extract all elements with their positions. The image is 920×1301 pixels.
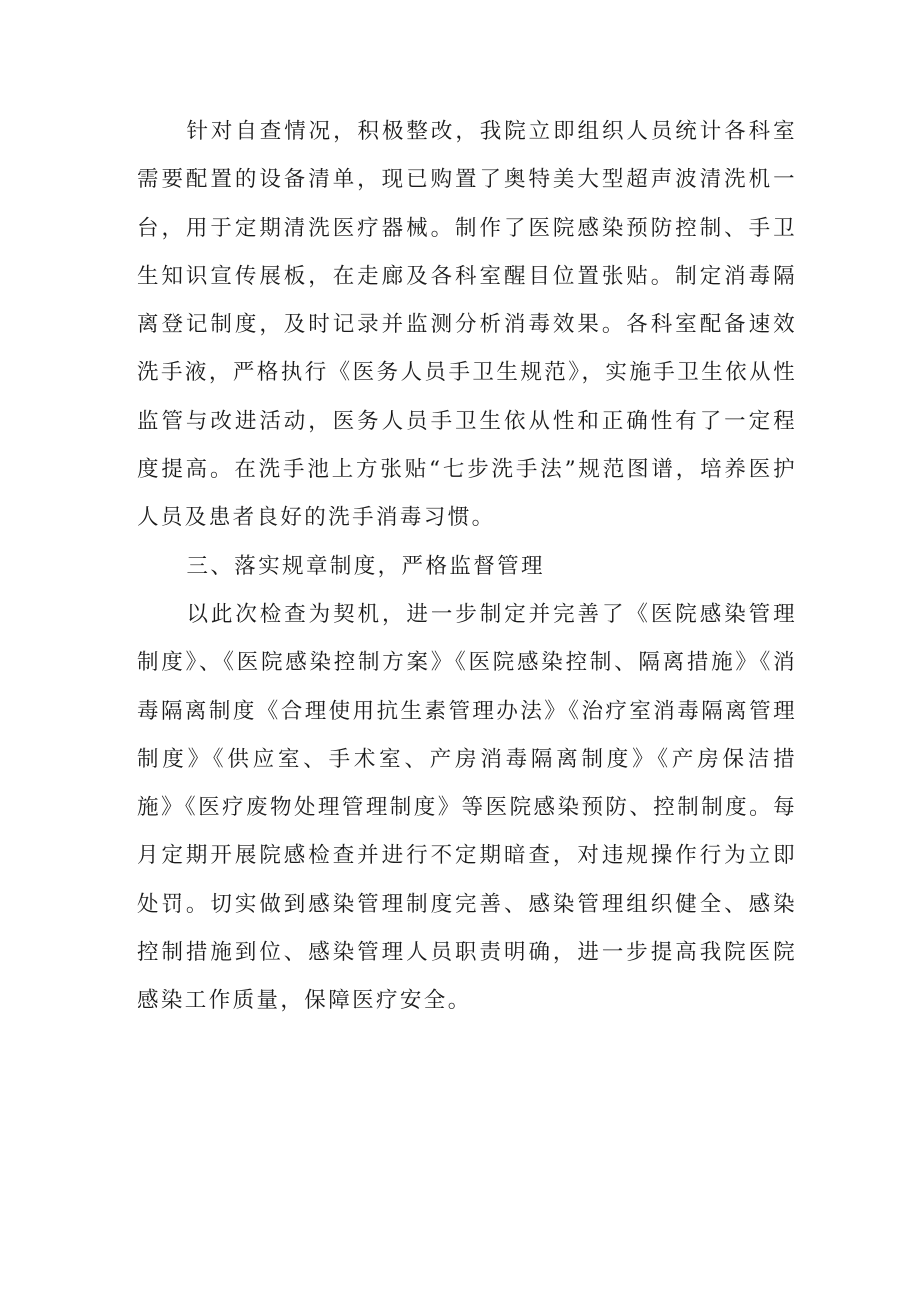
section-heading: 三、落实规章制度，严格监督管理	[186, 553, 545, 579]
paragraph-regulations: 以此次检查为契机，进一步制定并完善了《医院感染管理制度》、《医院感染控制方案》《医院感染控制、隔离措施》《消毒隔离制度《合理使用抗生素管理办法》《治疗室消毒隔离管理制度》《供应室、手术室、产房消毒隔离制度》《产房保洁措施》《医疗废物处理管理制度》等医院感染预防、控制制度。每月定期开展院感检查并进行不定期暗查，对违规操作行为立即处罚。切实做到感染管理制度完善、感染管理组织健全、感染控制措施到位、感染管理人员职责明确，进一步提高我院医院感染工作质量，保障医疗安全。	[137, 601, 797, 1014]
document-body	[137, 108, 797, 1026]
paragraph-rectification: 针对自查情况，积极整改，我院立即组织人员统计各科室需要配置的设备清单，现已购置了奥特美大型超声波清洗机一台，用于定期清洗医疗器械。制作了医院感染预防控制、手卫生知识宣传展板，在走廊及各科室醒目位置张贴。制定消毒隔离登记制度，及时记录并监测分析消毒效果。各科室配备速效洗手液，严格执行《医务人员手卫生规范》，实施手卫生依从性监管与改进活动，医务人员手卫生依从性和正确性有了一定程度提高。在洗手池上方张贴“七步洗手法”规范图谱，培养医护人员及患者良好的洗手消毒习惯。	[137, 119, 797, 531]
